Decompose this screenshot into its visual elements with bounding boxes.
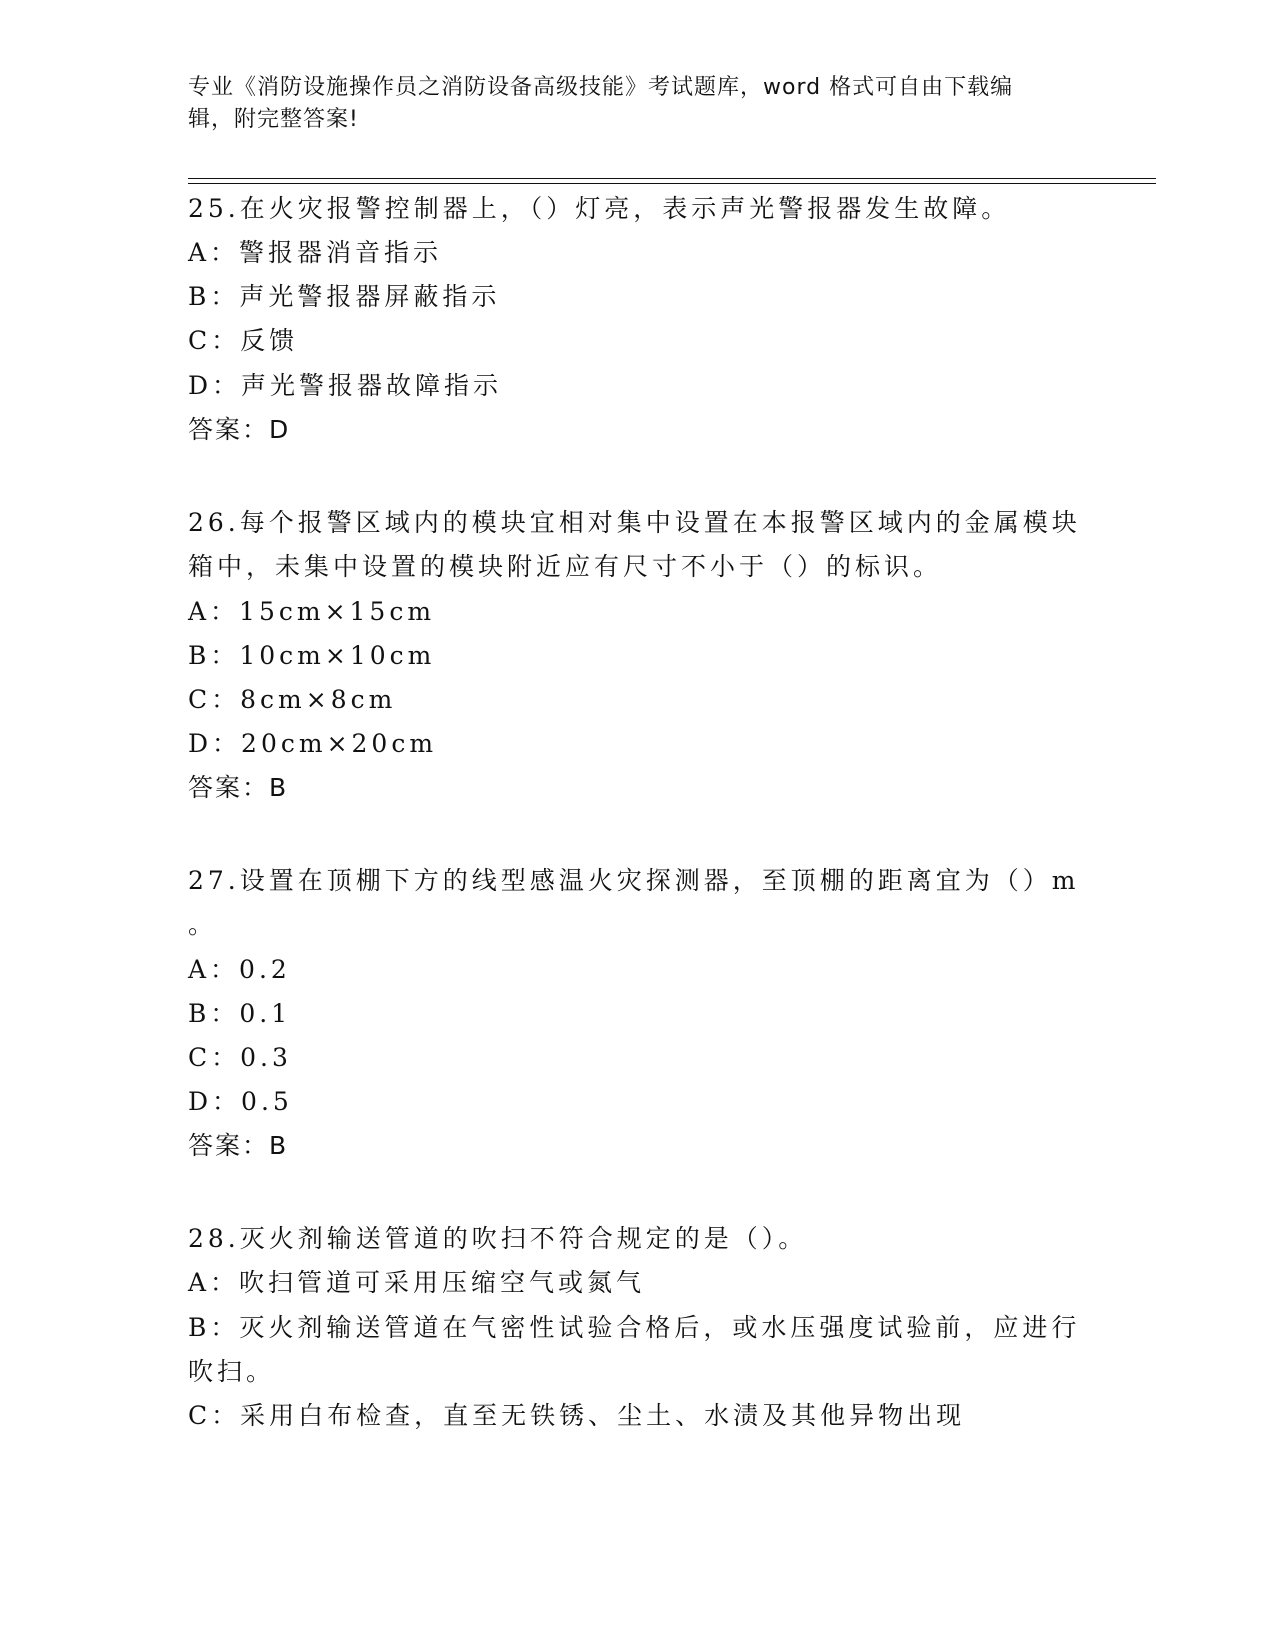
question-27-option-c: C：0.3 [188,1043,292,1072]
document-header [188,72,1068,136]
question-25-option-b: B：声光警报器屏蔽指示 [188,282,501,311]
question-25-answer: 答案：D [188,415,291,444]
question-28-option-c: C：采用白布检查，直至无铁锈、尘土、水渍及其他异物出现 [188,1401,966,1430]
question-26-option-a: A：15cm×15cm [188,597,436,626]
question-27-stem-line-2: 。 [188,910,218,939]
question-26-stem-line-1: 26.每个报警区域内的模块宜相对集中设置在本报警区域内的金属模块 [188,508,1081,537]
header-divider-top [188,178,1156,179]
header-line-2: 辑，附完整答案! [188,107,359,132]
question-27-option-d: D：0.5 [188,1087,293,1116]
question-26-option-d: D：20cm×20cm [188,729,438,758]
question-25-stem: 25.在火灾报警控制器上，（）灯亮，表示声光警报器发生故障。 [188,194,1011,223]
question-26-answer: 答案：B [188,773,289,802]
question-28-option-b-line-2: 吹扫。 [188,1357,276,1386]
question-26-option-c: C：8cm×8cm [188,685,397,714]
question-26-stem-line-2: 箱中，未集中设置的模块附近应有尺寸不小于（）的标识。 [188,552,943,581]
question-25-option-d: D：声光警报器故障指示 [188,371,503,400]
question-26-option-b: B：10cm×10cm [188,641,436,670]
question-27-answer: 答案：B [188,1131,289,1160]
question-27-option-b: B：0.1 [188,999,292,1028]
question-25-option-c: C：反馈 [188,326,299,355]
header-line-1: 专业《消防设施操作员之消防设备高级技能》考试题库，word 格式可自由下载编 [188,75,1014,100]
question-27-option-a: A：0.2 [188,955,291,984]
question-28-stem: 28.灭火剂输送管道的吹扫不符合规定的是（）。 [188,1224,808,1253]
question-27-stem-line-1: 27.设置在顶棚下方的线型感温火灾探测器，至顶棚的距离宜为（）m [188,866,1080,895]
question-25-option-a: A：警报器消音指示 [188,238,443,267]
question-28-option-a: A：吹扫管道可采用压缩空气或氮气 [188,1268,646,1297]
question-28-option-b-line-1: B：灭火剂输送管道在气密性试验合格后，或水压强度试验前，应进行 [188,1313,1081,1342]
header-divider-bottom [188,183,1156,184]
